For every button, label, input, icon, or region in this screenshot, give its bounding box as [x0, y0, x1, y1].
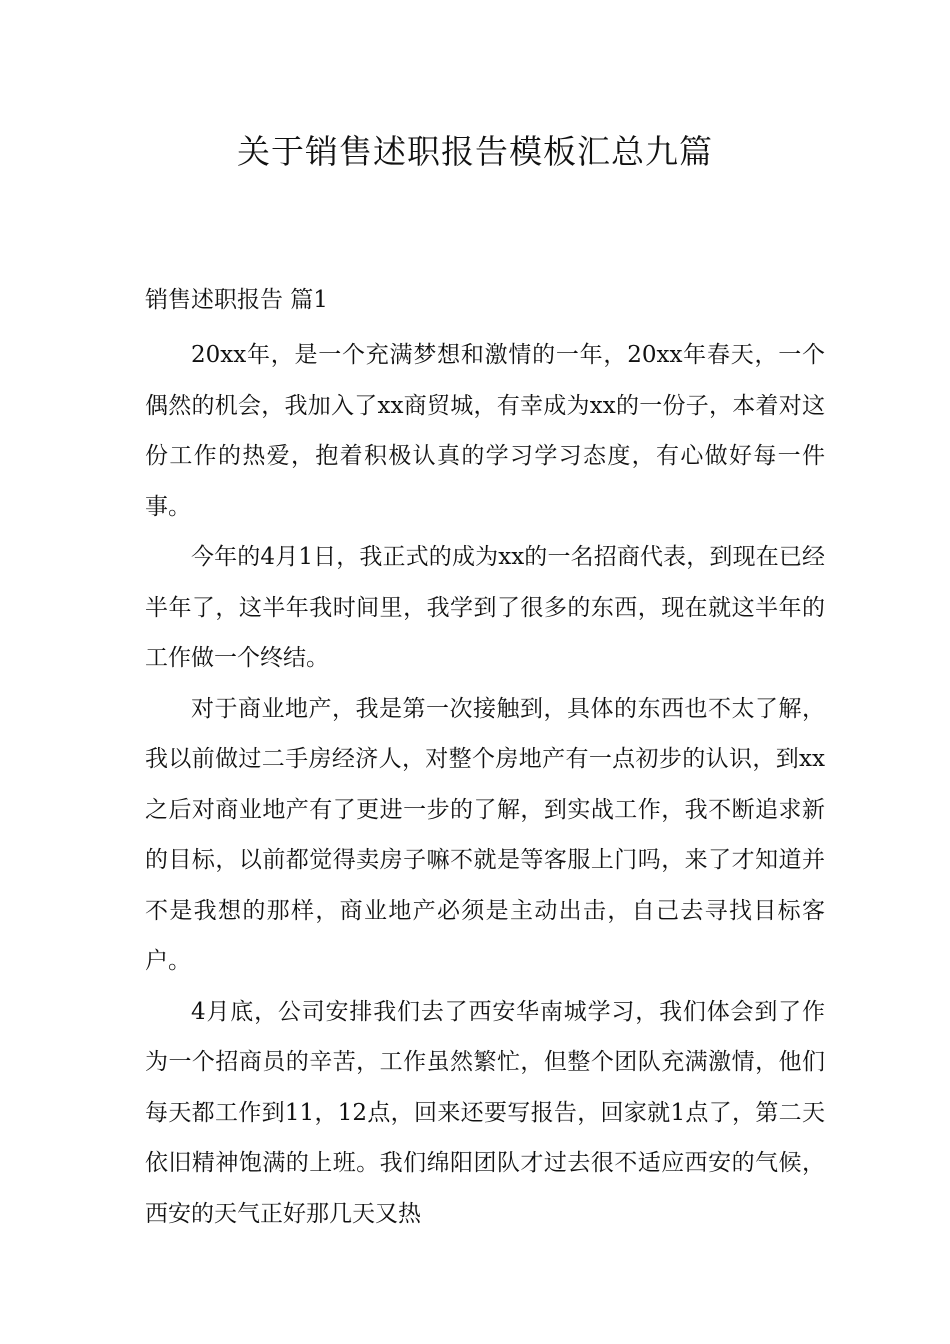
paragraph: 4月底，公司安排我们去了西安华南城学习，我们体会到了作为一个招商员的辛苦，工作虽然繁忙，但整个团队充满激情，他们每天都工作到11，12点，回来还要写报告，回家就1点了，第二天依旧精神饱满的上班。我们绵阳团队才过去很不适应西安的气候，西安的天气正好那几天又热: [145, 998, 825, 1227]
section-heading: 销售述职报告 篇1: [145, 287, 328, 313]
document-title: 关于销售述职报告模板汇总九篇: [237, 132, 713, 171]
paragraph: 今年的4月1日，我正式的成为xx的一名招商代表，到现在已经半年了，这半年我时间里，我学到了很多的东西，现在就这半年的工作做一个终结。: [145, 544, 825, 671]
paragraph: 对于商业地产，我是第一次接触到，具体的东西也不太了解，我以前做过二手房经济人，对整个房地产有一点初步的认识，到xx之后对商业地产有了更进一步的了解，到实战工作，我不断追求新的目标，以前都觉得卖房子嘛不就是等客服上门吗，来了才知道并不是我想的那样，商业地产必须是主动出击，自己去寻找目标客户。: [145, 695, 825, 974]
document-body: [145, 330, 825, 1239]
paragraph: 20xx年，是一个充满梦想和激情的一年，20xx年春天，一个偶然的机会，我加入了xx商贸城，有幸成为xx的一份子，本着对这份工作的热爱，抱着积极认真的学习学习态度，有心做好每一件事。: [145, 342, 825, 520]
